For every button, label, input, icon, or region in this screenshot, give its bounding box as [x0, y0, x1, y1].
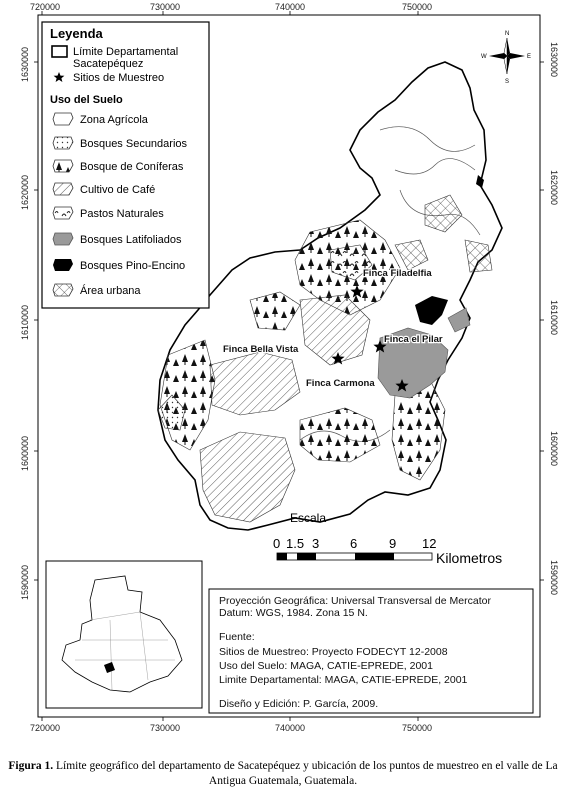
- caption-text: Límite geográfico del departamento de Sacatepéquez y ubicación de los puntos de muestreo en el valle de La Antigua Guatemala, Guatemala.: [55, 760, 558, 787]
- coord-left-1: 1630000: [20, 46, 30, 82]
- legend-land-use-title: Uso del Suelo: [50, 94, 123, 106]
- coord-right-3: 1610000: [549, 300, 559, 336]
- coord-top-2: 730000: [150, 2, 181, 12]
- bosques-secundarios-swatch: [53, 137, 73, 149]
- legend-sites: Sitios de Muestreo: [73, 72, 165, 84]
- scale-tick-9: 9: [389, 536, 397, 551]
- coord-bottom-1: 720000: [30, 723, 61, 733]
- site-label-pilar: Finca el Pilar: [384, 334, 443, 345]
- legend-boundary-line1: Límite Departamental: [73, 46, 179, 58]
- boundary-swatch: [52, 46, 67, 57]
- coord-left-5: 1590000: [20, 564, 30, 600]
- scale-tick-1-5: 1.5: [286, 536, 305, 551]
- site-label-bella-vista: Finca Bella Vista: [223, 344, 299, 355]
- coord-bottom-3: 740000: [275, 723, 306, 733]
- coord-right-1: 1630000: [549, 42, 559, 78]
- coord-right-5: 1590000: [549, 560, 559, 596]
- legend-item-zona-agricola: Zona Agrícola: [80, 114, 148, 126]
- info-source-sites: Sitios de Muestreo: Proyecto FODECYT 12-2008: [219, 646, 448, 658]
- site-label-carmona: Finca Carmona: [306, 378, 375, 389]
- legend-item-latifoliados: Bosques Latifoliados: [80, 234, 182, 246]
- scale-unit: Kilometros: [436, 550, 503, 566]
- legend-title: Leyenda: [50, 26, 103, 41]
- info-datum: Datum: WGS, 1984. Zona 15 N.: [219, 607, 368, 619]
- compass-south-label: S: [505, 79, 510, 85]
- zona-agricola-swatch: [53, 113, 73, 125]
- coord-right-2: 1620000: [549, 170, 559, 206]
- compass-north-label: N: [505, 31, 510, 37]
- compass-west-label: W: [481, 54, 487, 60]
- inset-map: [46, 561, 202, 708]
- scale-tick-12: 12: [422, 536, 437, 551]
- info-source-boundary: Limite Departamental: MAGA, CATIE-EPREDE, 2001: [219, 674, 468, 686]
- coord-bottom-2: 730000: [150, 723, 181, 733]
- compass-east-label: E: [527, 54, 532, 60]
- cafe-swatch: [53, 183, 73, 195]
- legend-item-pino-encino: Bosques Pino-Encino: [80, 260, 186, 272]
- legend-boundary-line2: Sacatepéquez: [73, 58, 144, 70]
- coord-left-3: 1610000: [20, 304, 30, 340]
- site-label-filadelfia: Finca Filadelfia: [363, 268, 432, 279]
- info-box: [209, 589, 533, 713]
- coniferas-swatch: [53, 160, 73, 172]
- coord-left-2: 1620000: [20, 174, 30, 210]
- scale-tick-6: 6: [350, 536, 358, 551]
- coord-right-4: 1600000: [549, 431, 559, 467]
- pastos-swatch: [53, 207, 73, 219]
- legend-item-area-urbana: Área urbana: [80, 285, 141, 297]
- coord-top-4: 750000: [402, 2, 433, 12]
- legend-item-bosques-secundarios: Bosques Secundarios: [80, 138, 188, 150]
- coord-top-3: 740000: [275, 2, 306, 12]
- coord-bottom-4: 750000: [402, 723, 433, 733]
- scale-tick-0: 0: [273, 536, 281, 551]
- legend-item-pastos: Pastos Naturales: [80, 208, 164, 220]
- info-projection: Proyección Geográfica: Universal Transversal de Mercator: [219, 595, 491, 607]
- caption-label: Figura 1.: [8, 760, 54, 772]
- scale-tick-3: 3: [312, 536, 320, 551]
- figure-caption: [0, 759, 566, 789]
- legend-item-cafe: Cultivo de Café: [80, 184, 156, 196]
- info-design: Diseño y Edición: P. García, 2009.: [219, 698, 379, 710]
- pino-encino-swatch: [53, 259, 73, 271]
- info-source-land-use: Uso del Suelo: MAGA, CATIE-EPREDE, 2001: [219, 660, 433, 672]
- legend-item-coniferas: Bosque de Coníferas: [80, 161, 184, 173]
- coord-left-4: 1600000: [20, 435, 30, 471]
- scale-title: Escala: [290, 511, 327, 525]
- coord-top-1: 720000: [30, 2, 61, 12]
- latifoliados-swatch: [53, 233, 73, 245]
- legend: [42, 22, 209, 308]
- info-source-title: Fuente:: [219, 631, 255, 643]
- area-urbana-swatch: [53, 284, 73, 296]
